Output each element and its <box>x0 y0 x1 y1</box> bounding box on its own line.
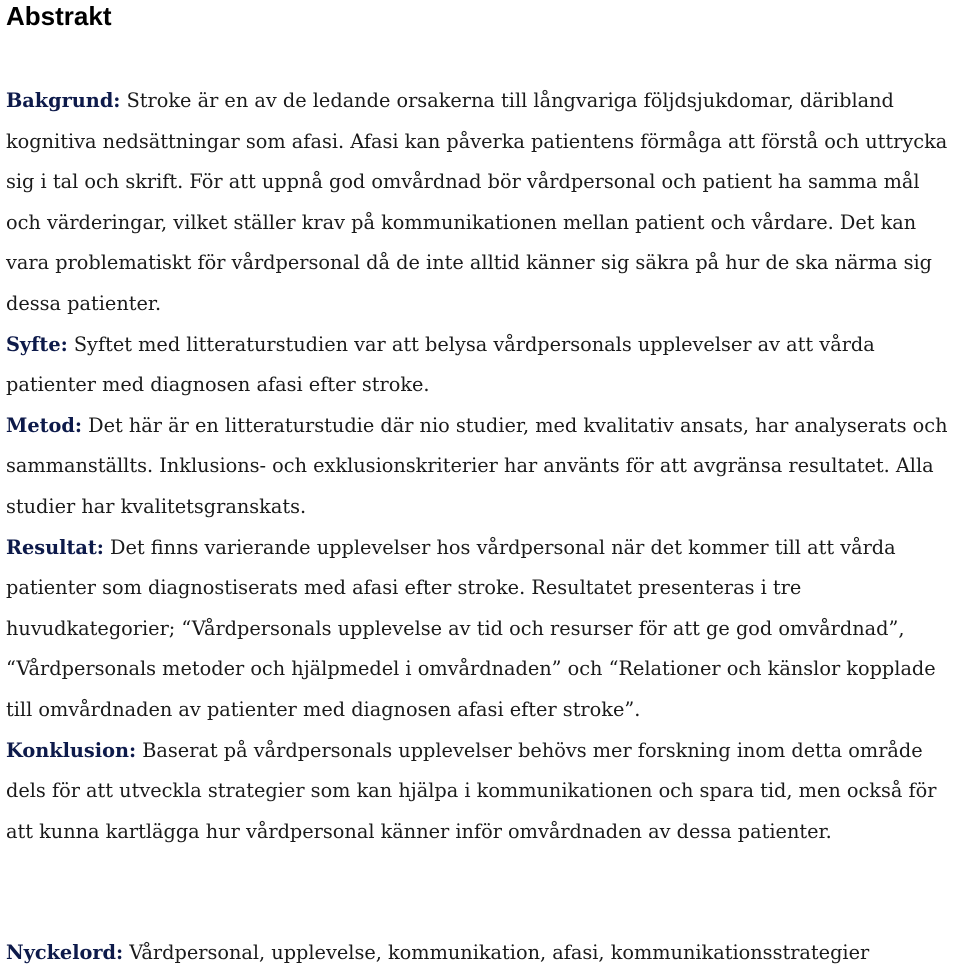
section-label-syfte: Syfte: <box>6 332 68 356</box>
keywords-label: Nyckelord: <box>6 941 124 964</box>
abstract-heading: Abstrakt <box>6 1 112 31</box>
section-text-konklusion: Baserat på vårdpersonals upplevelser behövs mer forskning inom detta område dels för att utveckla strategier som kan hjälpa i kommunikationen och spara tid, men också för att kunna kartlägga hur vårdpersonal känner inför omvårdnaden av dessa patienter. <box>6 738 937 843</box>
section-resultat <box>6 528 958 731</box>
section-label-resultat: Resultat: <box>6 535 104 559</box>
keywords-line <box>6 933 958 974</box>
section-bakgrund <box>6 81 958 325</box>
section-text-syfte: Syftet med litteraturstudien var att belysa vårdpersonals upplevelser av att vårda patienter med diagnosen afasi efter stroke. <box>6 332 875 397</box>
section-syfte <box>6 325 958 406</box>
section-metod <box>6 406 958 528</box>
abstract-body <box>6 81 958 852</box>
section-label-bakgrund: Bakgrund: <box>6 89 121 112</box>
section-label-konklusion: Konklusion: <box>6 738 137 762</box>
section-text-resultat: Det finns varierande upplevelser hos vårdpersonal när det kommer till att vårda patienter som diagnostiserats med afasi efter stroke. Resultatet presenteras i tre huvudkategorier; “Vårdpersonals upplevelse av tid och resurser för att ge god omvårdnad”, “Vårdpersonals metoder och hjälpmedel i omvårdnaden” och “Relationer och känslor kopplade till omvårdnaden av patienter med diagnosen afasi efter stroke”. <box>6 535 936 721</box>
section-text-metod: Det här är en litteraturstudie där nio studier, med kvalitativ ansats, har analyserats och sammanställts. Inklusions- och exklusionskriterier har använts för att avgränsa resultatet. Alla studier har kvalitetsgranskats. <box>6 413 948 518</box>
section-label-metod: Metod: <box>6 413 82 437</box>
section-konklusion <box>6 731 958 853</box>
keywords-text: Vårdpersonal, upplevelse, kommunikation, afasi, kommunikationsstrategier <box>123 941 870 964</box>
section-text-bakgrund: Stroke är en av de ledande orsakerna till långvariga följdsjukdomar, däribland kognitiva nedsättningar som afasi. Afasi kan påverka patientens förmåga att förstå och uttrycka sig i tal och skrift. För att uppnå god omvårdnad bör vårdpersonal och patient ha samma mål och värderingar, vilket ställer krav på kommunikationen mellan patient och vårdare. Det kan vara problematiskt för vårdpersonal då de inte alltid känner sig säkra på hur de ska närma sig dessa patienter. <box>6 89 948 315</box>
